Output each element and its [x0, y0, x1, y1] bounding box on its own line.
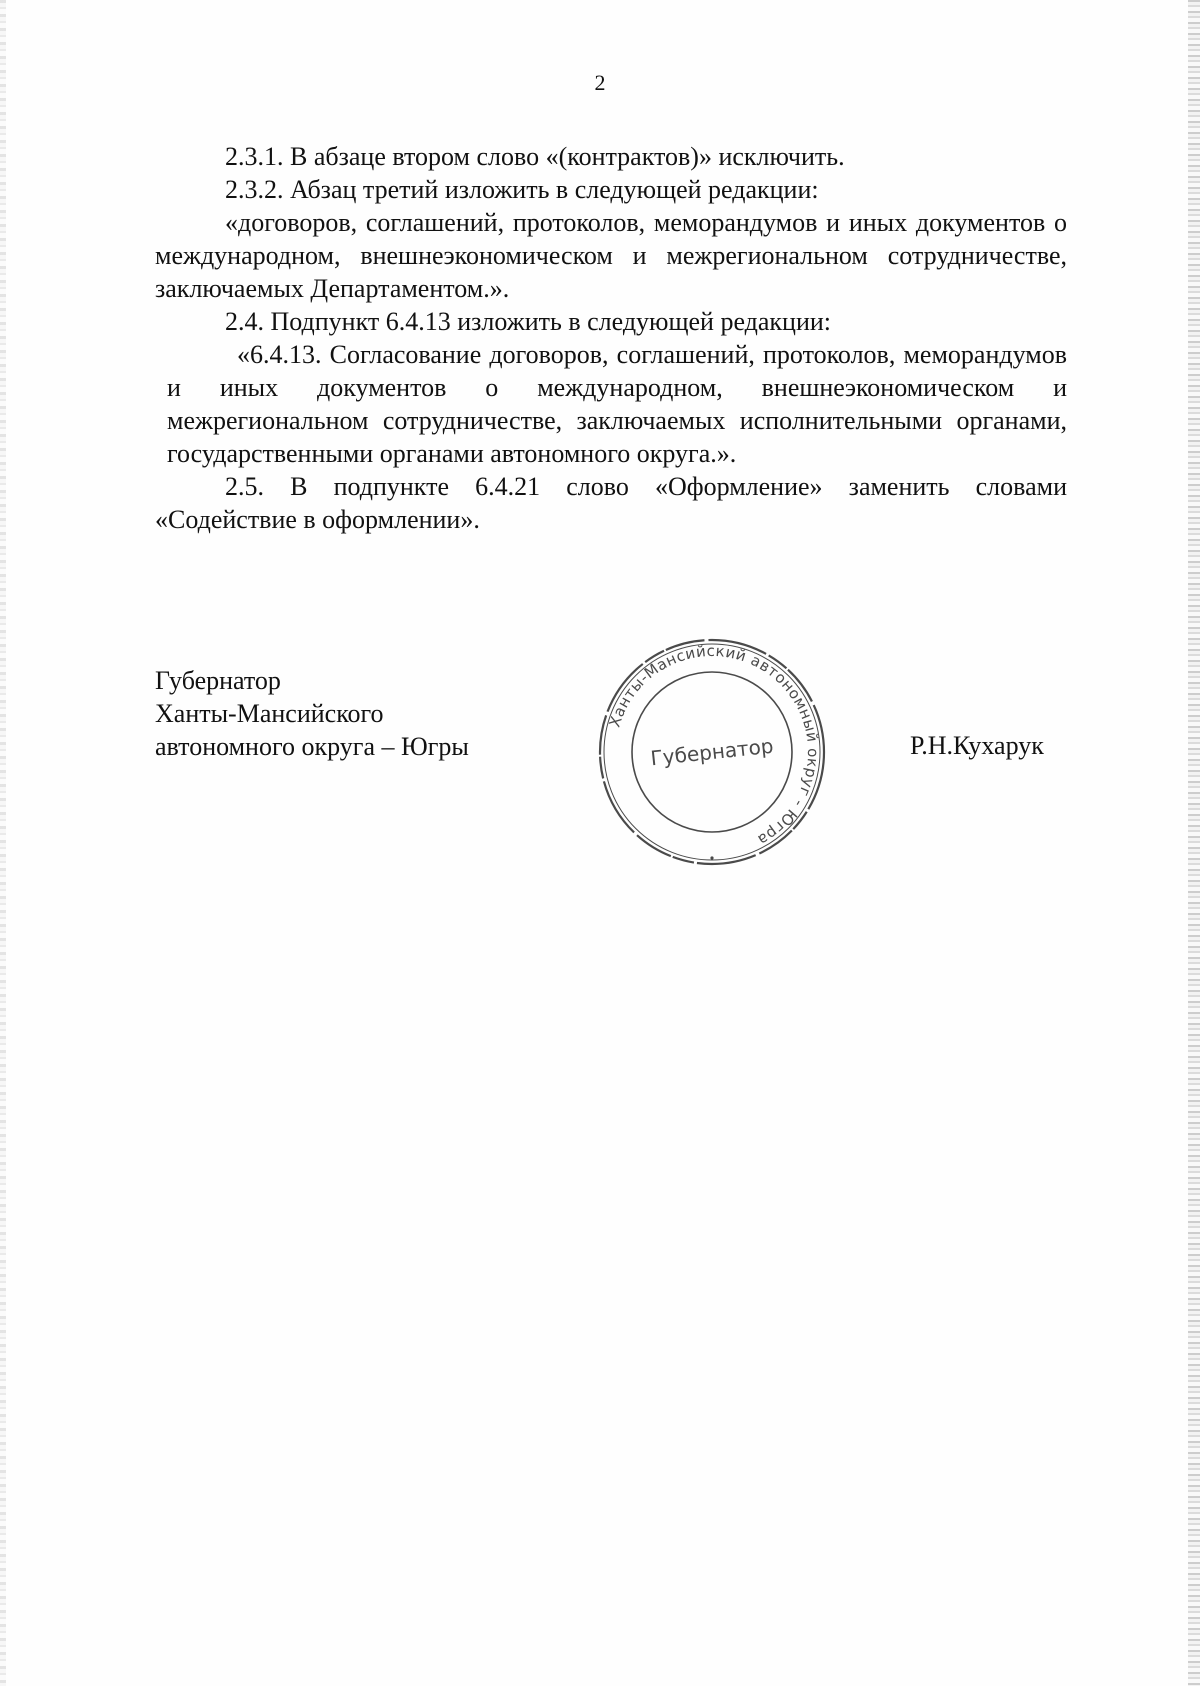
- page-number: 2: [594, 70, 606, 95]
- signatory-title-line-2: Ханты-Мансийского: [155, 699, 384, 728]
- signatory-title: [155, 664, 469, 763]
- scan-edge-right: [1188, 0, 1200, 1686]
- scan-edge-left: [0, 0, 6, 1686]
- paragraph-2-4-quote: «6.4.13. Согласование договоров, соглашений, протоколов, меморандумов и иных документов о международном, внешнеэкономическом и межрегиональном сотрудничестве, заключаемых исполнительными органами, государственными органами автономного округа.».: [167, 340, 1067, 468]
- paragraph-2-4: 2.4. Подпункт 6.4.13 изложить в следующей редакции:: [225, 307, 832, 336]
- seal-center-text: Губернатор: [649, 733, 775, 771]
- seal-graphic: [592, 632, 832, 872]
- signatory-name: Р.Н.Кухарук: [910, 731, 1044, 760]
- document-body: [155, 140, 1067, 536]
- paragraph-2-3-2: 2.3.2. Абзац третий изложить в следующей редакции:: [225, 175, 819, 204]
- signatory-title-line-3: автономного округа – Югры: [155, 732, 469, 761]
- paragraph-2-3-1: 2.3.1. В абзаце втором слово «(контрактов)» исключить.: [225, 142, 845, 171]
- seal-center-dot: [710, 856, 713, 859]
- paragraph-2-5: 2.5. В подпункте 6.4.21 слово «Оформление» заменить словами «Содействие в оформлении».: [155, 472, 1067, 534]
- paragraph-2-3-2-quote: «договоров, соглашений, протоколов, меморандумов и иных документов о международном, внешнеэкономическом и межрегиональном сотрудничестве, заключаемых Департаментом.».: [155, 208, 1067, 303]
- official-seal-stamp: [592, 632, 832, 872]
- signatory-title-line-1: Губернатор: [155, 666, 281, 695]
- seal-ring-text: Ханты-Мансийский автономный округ - Югра: [605, 641, 823, 850]
